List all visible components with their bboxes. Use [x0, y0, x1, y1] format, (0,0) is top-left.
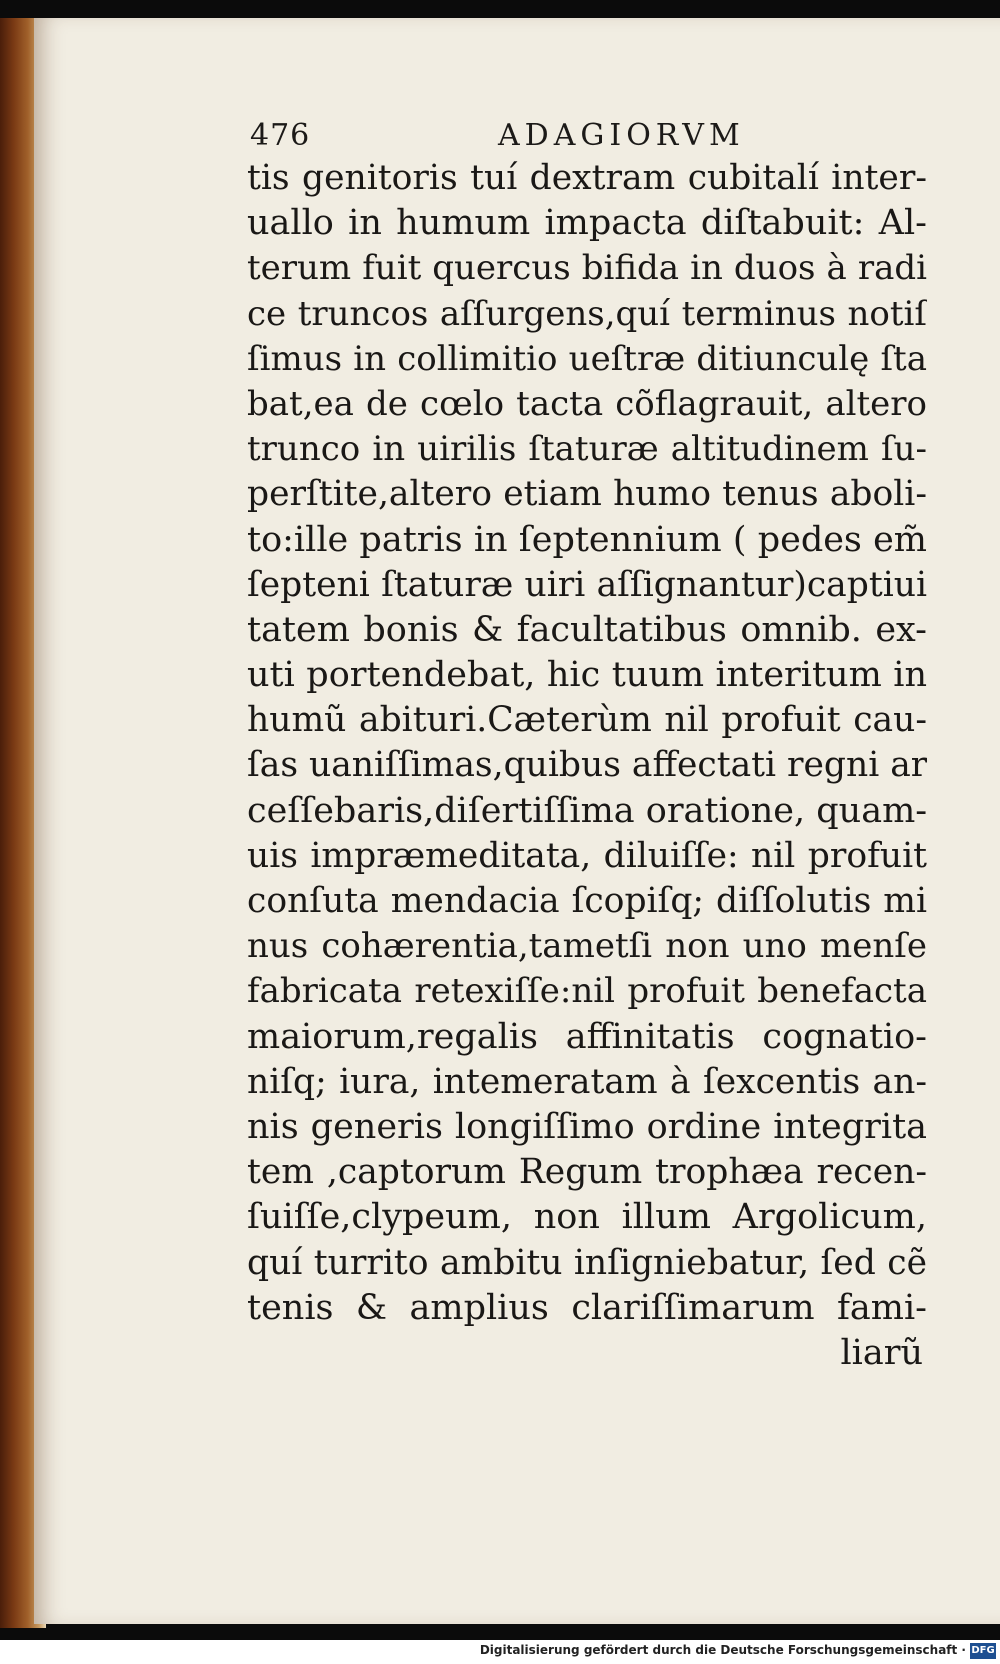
text-line: ſas uaniſſimas,quibus affectati regni ar	[247, 745, 927, 786]
text-line: uti portendebat, hic tuum interitum in	[247, 655, 927, 696]
text-line: ſepteni ſtaturæ uiri aſſignantur)captiui	[247, 564, 927, 605]
text-line: tem ,captorum Regum trophæa recen-	[247, 1152, 927, 1193]
text-line: fabricata retexiſſe:nil profuit benefacta	[247, 971, 927, 1012]
text-line: ſuiſſe,clypeum, non illum Argolicum,	[247, 1197, 927, 1238]
text-line: tenis & amplius clariſſimarum fami-	[247, 1287, 927, 1328]
text-line: nis generis longiſſimo ordine integrita	[247, 1106, 927, 1147]
text-line: tatem bonis & facultatibus omnib. ex-	[247, 609, 927, 650]
text-line: quí turrito ambitu inſigniebatur, ſed cẽ	[247, 1242, 927, 1283]
text-line: ceſſebaris,diſertiſſima oratione, quam-	[247, 790, 927, 831]
page-header	[250, 118, 790, 158]
text-line: uis impræmeditata, diluiſſe: nil profuit	[247, 835, 927, 876]
text-line: ſimus in collimitio ueſtræ ditiunculę ſta	[247, 338, 927, 379]
body-text	[247, 156, 927, 1376]
text-line: trunco in uirilis ſtaturæ altitudinem ſu-	[247, 429, 927, 470]
catchword: liarũ	[840, 1332, 923, 1373]
text-line: perſtite,altero etiam humo tenus aboli-	[247, 474, 927, 515]
text-line: tis genitoris tuí dextram cubitalí inter-	[247, 158, 927, 198]
text-line: ce truncos aſſurgens,quí terminus notiſ	[247, 293, 927, 334]
text-line: humũ abituri.Cæterùm nil profuit cau-	[247, 700, 927, 741]
text-line: maiorum,regalis affinitatis cognatio-	[247, 1016, 927, 1057]
text-line: to:ille patris in ſeptennium ( pedes em̃	[247, 519, 927, 560]
footer-bar	[0, 1640, 1000, 1664]
text-line: conſuta mendacia ſcopiſq; diſſolutis mi	[247, 881, 927, 921]
text-line: nus cohærentia,tametſi non uno menſe	[247, 926, 927, 967]
text-line: bat,ea de cœlo tacta cõflagrauit, altero	[247, 383, 927, 424]
text-line: niſq; iura, intemeratam à ſexcentis an-	[247, 1061, 927, 1102]
running-head: ADAGIORVM	[498, 118, 745, 153]
text-line: uallo in humum impacta diſtabuit: Al-	[247, 203, 927, 244]
funding-credit: Digitalisierung gefördert durch die Deutsche Forschungsgemeinschaft ·	[479, 1643, 966, 1657]
text-line: terum fuit quercus bifida in duos à radi	[247, 248, 927, 289]
dfg-logo: DFG	[970, 1643, 996, 1659]
page-number: 476	[250, 118, 311, 153]
